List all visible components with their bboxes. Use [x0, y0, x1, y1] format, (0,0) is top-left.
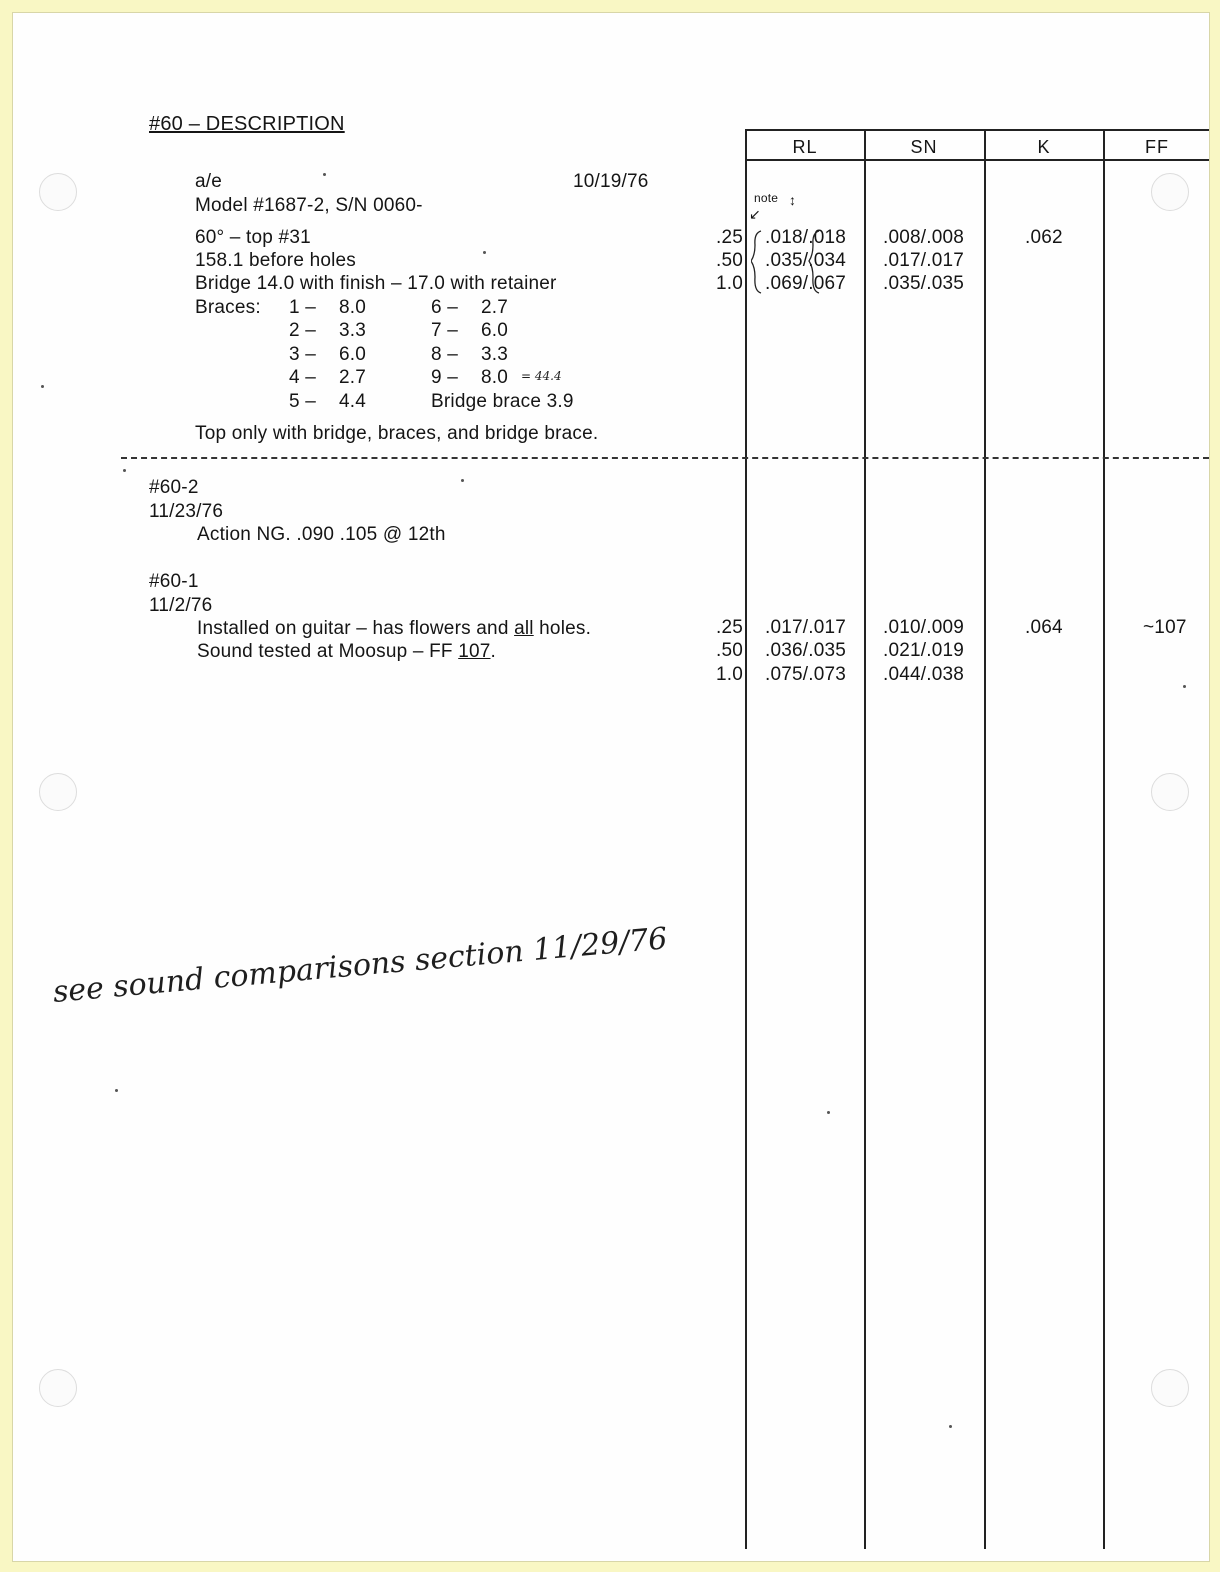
table-header-underline	[745, 159, 1209, 161]
rl-value: .036/.035	[765, 640, 847, 661]
brace-number: 1 –	[289, 297, 317, 318]
binder-hole-left-mid	[39, 773, 77, 811]
installed-text-end: holes.	[533, 618, 592, 639]
document-page	[12, 12, 1210, 1562]
sn-value: .010/.009	[883, 617, 965, 638]
entry-date: 11/2/76	[149, 595, 213, 616]
brace-number: 2 –	[289, 320, 317, 341]
scan-speck	[115, 1089, 118, 1092]
rl-value: .075/.073	[765, 664, 847, 685]
installed-line	[197, 618, 591, 640]
column-header-ff: FF	[1145, 137, 1169, 157]
row-thickness: 1.0	[715, 273, 743, 294]
binder-hole-left-top	[39, 173, 77, 211]
installed-text-start: Installed on guitar – has flowers and	[197, 618, 515, 639]
brace-value: 3.3	[481, 344, 509, 365]
bridge-line: Bridge 14.0 with finish – 17.0 with retainer	[195, 273, 557, 294]
handwritten-note: see sound comparisons section 11/29/76	[51, 921, 669, 1010]
bridge-brace-line: Bridge brace 3.9	[431, 391, 574, 412]
ff-value: 107	[458, 641, 491, 662]
note-arrow-icon: ↙	[749, 206, 761, 222]
k-value: .062	[1025, 227, 1063, 248]
scan-speck	[323, 173, 326, 176]
brace-value: 6.0	[481, 320, 509, 341]
column-header-sn: SN	[910, 137, 938, 157]
rl-value: .069/.067	[765, 273, 847, 294]
note-updown-icon: ↕	[789, 192, 797, 208]
sound-tested-end: .	[490, 641, 496, 662]
rl-value: .017/.017	[765, 617, 847, 638]
note-label: note	[754, 191, 779, 205]
entry-date: 11/23/76	[149, 501, 224, 522]
brace-number: 9 –	[431, 367, 459, 388]
scan-speck	[41, 385, 44, 388]
brace-number: 5 –	[289, 391, 317, 412]
brace-number: 6 –	[431, 297, 459, 318]
scan-speck	[827, 1111, 830, 1114]
binder-hole-left-bottom	[39, 1369, 77, 1407]
binder-hole-right-bottom	[1151, 1369, 1189, 1407]
scan-speck	[483, 251, 486, 254]
ae-label: a/e	[195, 171, 223, 192]
sn-value: .008/.008	[883, 227, 965, 248]
brace-value: 2.7	[339, 367, 367, 388]
scan-speck	[949, 1425, 952, 1428]
row-thickness: .25	[715, 227, 743, 248]
brace-value: 4.4	[339, 391, 367, 412]
sound-tested-text: Sound tested at Moosup – FF	[197, 641, 459, 662]
column-divider-rl-left	[745, 129, 747, 1549]
sn-value: .017/.017	[883, 250, 965, 271]
entry-id: #60-1	[149, 571, 199, 592]
entry-id: #60-2	[149, 477, 199, 498]
brace-value: 3.3	[339, 320, 367, 341]
row-thickness: .50	[715, 640, 743, 661]
brace-number: 3 –	[289, 344, 317, 365]
sn-value: .035/.035	[883, 273, 965, 294]
column-divider-k-left	[984, 129, 986, 1549]
installed-underlined-word: all	[514, 618, 534, 639]
ff-value: ~107	[1143, 617, 1187, 638]
brace-value: 8.0	[481, 367, 509, 388]
scan-speck	[461, 479, 464, 482]
column-divider-sn-left	[864, 129, 866, 1549]
brace-number: 8 –	[431, 344, 459, 365]
binder-hole-right-top	[1151, 173, 1189, 211]
braces-label: Braces:	[195, 297, 261, 318]
entry-date: 10/19/76	[573, 171, 649, 192]
rl-value: .018/.018	[765, 227, 847, 248]
row-thickness: .50	[715, 250, 743, 271]
before-holes-line: 158.1 before holes	[195, 250, 356, 271]
brace-value: 8.0	[339, 297, 367, 318]
column-header-rl: RL	[792, 137, 818, 157]
action-line: Action NG. .090 .105 @ 12th	[197, 524, 446, 545]
table-top-border	[745, 129, 1209, 131]
brace-total-handwritten: = 44.4	[521, 369, 562, 383]
brace-value: 2.7	[481, 297, 509, 318]
row-thickness: .25	[715, 617, 743, 638]
brace-value: 6.0	[339, 344, 367, 365]
sound-tested-line	[197, 641, 496, 663]
binder-hole-right-mid	[1151, 773, 1189, 811]
brace-number: 4 –	[289, 367, 317, 388]
sn-value: .044/.038	[883, 664, 965, 685]
section-divider	[121, 457, 1209, 459]
scan-speck	[1183, 685, 1186, 688]
column-divider-ff-left	[1103, 129, 1105, 1549]
brace-bracket-marks	[751, 227, 831, 299]
top-only-line: Top only with bridge, braces, and bridge brace.	[195, 423, 599, 444]
page-title: #60 – DESCRIPTION	[149, 113, 345, 135]
brace-number: 7 –	[431, 320, 459, 341]
row-thickness: 1.0	[715, 664, 743, 685]
column-header-k: K	[1037, 137, 1051, 157]
rl-value: .035/.034	[765, 250, 847, 271]
sn-value: .021/.019	[883, 640, 965, 661]
k-value: .064	[1025, 617, 1063, 638]
top-line: 60° – top #31	[195, 227, 311, 248]
scan-speck	[123, 469, 126, 472]
model-line: Model #1687-2, S/N 0060-	[195, 195, 423, 216]
